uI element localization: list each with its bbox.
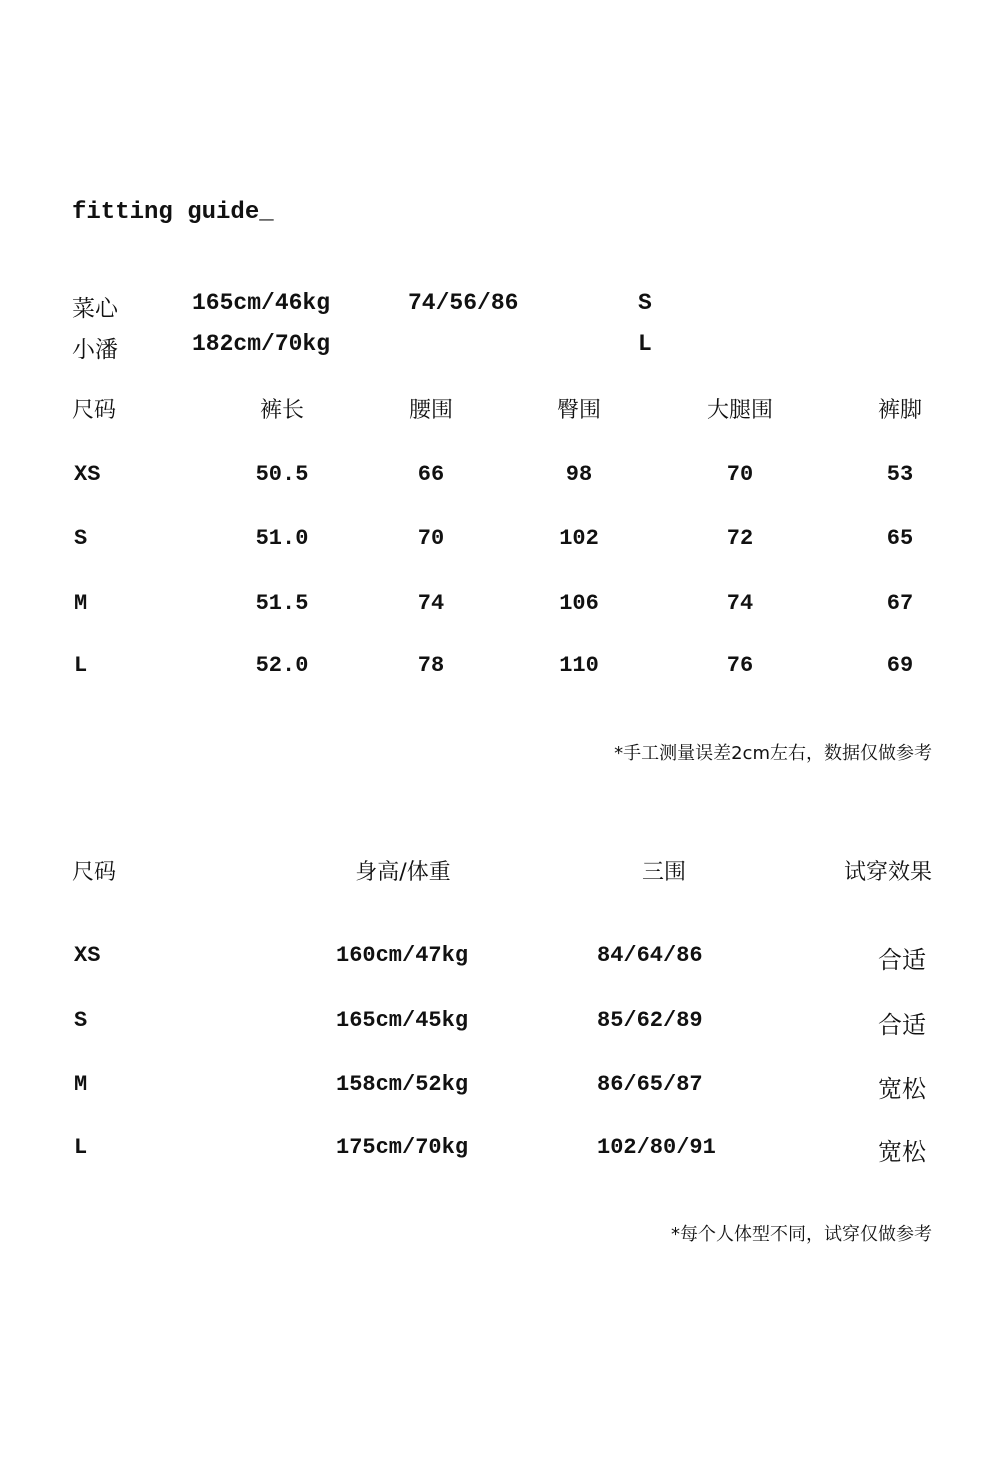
model-measurements: 74/56/86	[408, 290, 519, 316]
tryon-header-measurements: 三围	[641, 860, 686, 885]
size-cell: S	[74, 526, 88, 551]
length-cell: 51.0	[255, 526, 309, 551]
fit-cell: 合适	[878, 1011, 926, 1039]
tryon-header-fit: 试穿效果	[843, 860, 932, 885]
hip-cell: 98	[565, 462, 593, 487]
measurements-cell: 102/80/91	[597, 1135, 716, 1160]
hip-cell: 102	[559, 526, 599, 551]
model-name: 菜心	[72, 296, 118, 322]
tryon-header-size: 尺码	[72, 860, 117, 885]
size-header-thigh: 大腿围	[706, 398, 773, 423]
measurements-cell: 86/65/87	[597, 1072, 703, 1097]
waist-cell: 78	[417, 653, 445, 678]
size-cell: XS	[74, 943, 101, 968]
hem-cell: 67	[886, 591, 914, 616]
size-header-waist: 腰围	[408, 398, 453, 423]
size-cell: M	[74, 591, 88, 616]
height-weight-cell: 175cm/70kg	[336, 1135, 469, 1160]
tryon-table-note: *每个人体型不同，试穿仅做参考	[671, 1224, 932, 1245]
size-cell: XS	[74, 462, 101, 487]
size-header-length: 裤长	[259, 398, 304, 423]
hem-cell: 69	[886, 653, 914, 678]
waist-cell: 70	[417, 526, 445, 551]
height-weight-cell: 165cm/45kg	[336, 1008, 469, 1033]
fit-cell: 宽松	[878, 1075, 926, 1103]
hip-cell: 110	[559, 653, 599, 678]
measurements-cell: 84/64/86	[597, 943, 703, 968]
fit-cell: 合适	[878, 946, 926, 974]
size-cell: S	[74, 1008, 88, 1033]
fit-cell: 宽松	[878, 1138, 926, 1166]
hem-cell: 65	[886, 526, 914, 551]
thigh-cell: 76	[726, 653, 754, 678]
size-header-size: 尺码	[72, 398, 117, 423]
thigh-cell: 74	[726, 591, 754, 616]
height-weight-cell: 160cm/47kg	[336, 943, 469, 968]
hip-cell: 106	[559, 591, 599, 616]
waist-cell: 66	[417, 462, 445, 487]
waist-cell: 74	[417, 591, 445, 616]
hem-cell: 53	[886, 462, 914, 487]
size-cell: M	[74, 1072, 88, 1097]
size-header-hip: 臀围	[556, 398, 601, 423]
model-size: S	[638, 290, 652, 316]
thigh-cell: 72	[726, 526, 754, 551]
size-table-note: *手工测量误差2cm左右，数据仅做参考	[614, 743, 932, 764]
model-height-weight: 182cm/70kg	[192, 331, 331, 357]
thigh-cell: 70	[726, 462, 754, 487]
length-cell: 50.5	[255, 462, 309, 487]
size-cell: L	[74, 653, 88, 678]
size-header-hem: 裤脚	[877, 398, 922, 423]
length-cell: 52.0	[255, 653, 309, 678]
page-title: fitting guide_	[72, 199, 274, 226]
length-cell: 51.5	[255, 591, 309, 616]
measurements-cell: 85/62/89	[597, 1008, 703, 1033]
model-height-weight: 165cm/46kg	[192, 290, 331, 316]
size-cell: L	[74, 1135, 88, 1160]
tryon-header-height-weight: 身高/体重	[355, 860, 451, 885]
height-weight-cell: 158cm/52kg	[336, 1072, 469, 1097]
model-size: L	[638, 331, 652, 357]
model-name: 小潘	[72, 337, 118, 363]
